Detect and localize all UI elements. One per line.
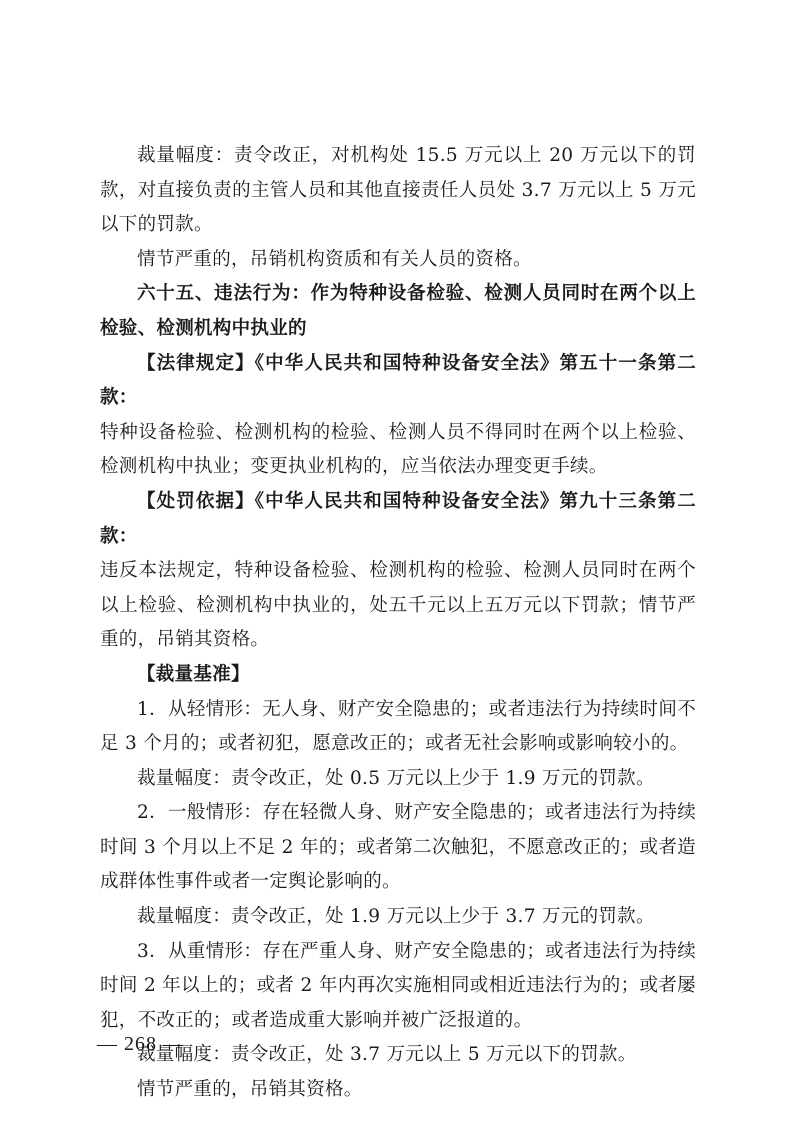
paragraph-serious-case-prev: 情节严重的，吊销机构资质和有关人员的资格。	[137, 248, 532, 270]
discretion-standard-heading: 【裁量基准】	[137, 663, 250, 685]
page-number: — 268 —	[97, 1033, 184, 1055]
general-penalty-range: 裁量幅度：责令改正，处 1.9 万元以上少于 3.7 万元的罚款。	[137, 906, 655, 928]
lenient-case: 1．从轻情形：无人身、财产安全隐患的；或者违法行为持续时间不足 3 个月的；或者初犯，愿意改正的；或者无社会影响或影响较小的。	[100, 698, 696, 755]
penalty-basis-text: 违反本法规定，特种设备检验、检测机构的检验、检测人员同时在两个以上检验、检测机构中执业的，处五千元以上五万元以下罚款；情节严重的，吊销其资格。	[100, 560, 696, 651]
document-body	[100, 139, 696, 1108]
paragraph-penalty-range-prev: 裁量幅度：责令改正，对机构处 15.5 万元以上 20 万元以下的罚款，对直接负责的主管人员和其他直接责任人员处 3.7 万元以上 5 万元以下的罚款。	[100, 145, 696, 236]
section-heading-65: 六十五、违法行为：作为特种设备检验、检测人员同时在两个以上检验、检测机构中执业的	[100, 283, 696, 339]
severe-case: 3．从重情形：存在严重人身、财产安全隐患的；或者违法行为持续时间 2 年以上的；或者 2 年内再次实施相同或相近违法行为的；或者屡犯，不改正的；或者造成重大影响并被广泛报道的。	[100, 940, 696, 1031]
lenient-penalty-range: 裁量幅度：责令改正，处 0.5 万元以上少于 1.9 万元的罚款。	[137, 767, 655, 789]
legal-provision-heading: 【法律规定】《中华人民共和国特种设备安全法》第五十一条第二款：	[100, 352, 696, 409]
severe-penalty-range: 裁量幅度：责令改正，处 3.7 万元以上 5 万元以下的罚款。	[137, 1044, 637, 1066]
serious-case: 情节严重的，吊销其资格。	[137, 1079, 363, 1101]
legal-provision-text: 特种设备检验、检测机构的检验、检测人员不得同时在两个以上检验、检测机构中执业；变更执业机构的，应当依法办理变更手续。	[100, 421, 696, 478]
penalty-basis-heading: 【处罚依据】《中华人民共和国特种设备安全法》第九十三条第二款：	[100, 490, 696, 547]
general-case: 2．一般情形：存在轻微人身、财产安全隐患的；或者违法行为持续时间 3 个月以上不足 2 年的；或者第二次触犯，不愿意改正的；或者造成群体性事件或者一定舆论影响的。	[100, 802, 696, 893]
